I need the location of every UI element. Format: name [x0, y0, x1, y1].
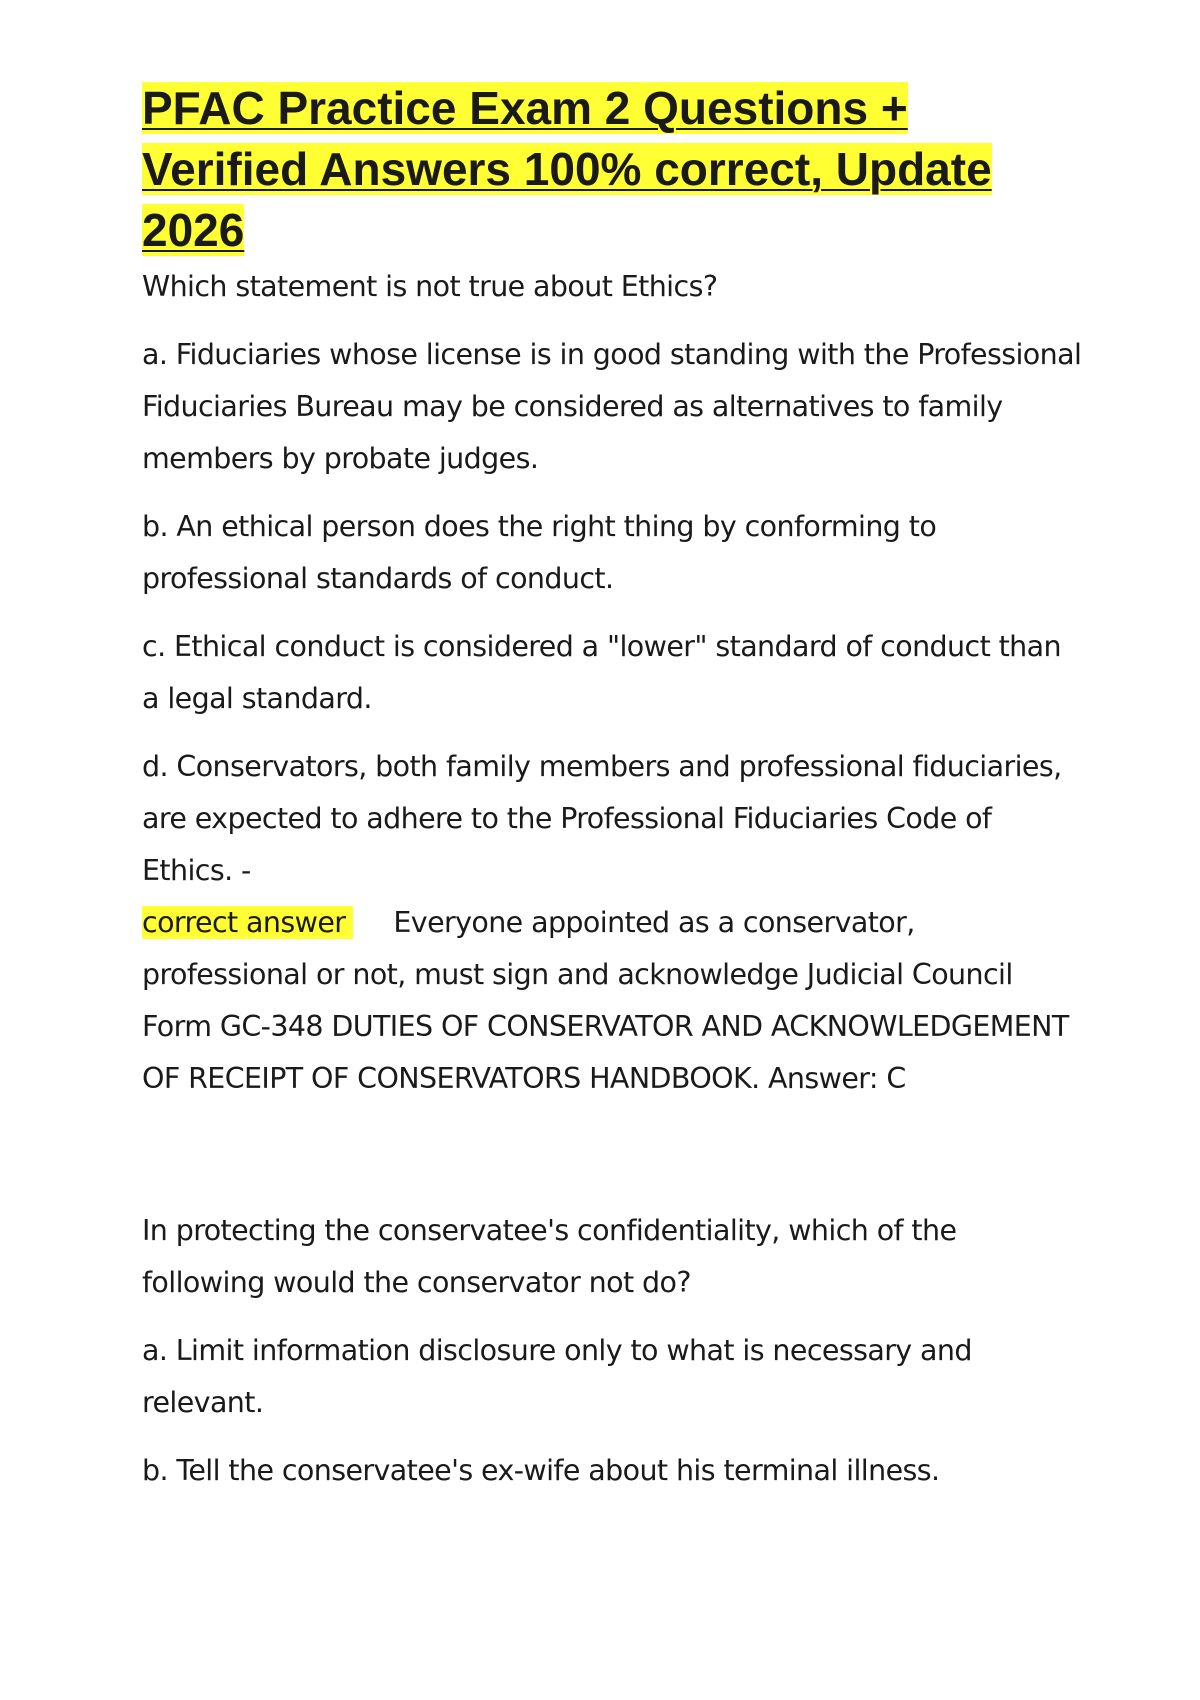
question-1-option-c: c. Ethical conduct is considered a "lower" standard of conduct than a legal standard.	[142, 630, 1061, 715]
question-2-option-b: b. Tell the conservatee's ex-wife about his terminal illness.	[142, 1454, 940, 1487]
document-title	[142, 78, 1082, 261]
question-1-answer	[142, 897, 1082, 1105]
question-2-option-a: a. Limit information disclosure only to what is necessary and relevant.	[142, 1334, 972, 1419]
question-1-option-d: d. Conservators, both family members and professional fiduciaries, are expected to adhere to the Professional Fiduciaries Code of Ethics. -	[142, 750, 1062, 887]
title-highlight: PFAC Practice Exam 2 Questions + Verified Answers 100% correct, Update 2026	[142, 82, 992, 256]
question-2-prompt: In protecting the conservatee's confidentiality, which of the following would the conservator not do?	[142, 1214, 957, 1299]
document-page	[142, 78, 1082, 1497]
question-1	[142, 261, 1082, 1105]
question-2	[142, 1205, 1082, 1497]
question-1-prompt: Which statement is not true about Ethics?	[142, 270, 718, 303]
answer-explanation: Everyone appointed as a conservator, professional or not, must sign and acknowledge Judicial Council Form GC-348 DUTIES OF CONSERVATOR AND ACKNOWLEDGEMENT OF RECEIPT OF CONSERVATORS HANDBOOK. Answer: C	[142, 906, 1069, 1095]
correct-answer-marker: correct answer	[142, 906, 353, 939]
question-1-option-b: b. An ethical person does the right thing by conforming to professional standards of conduct.	[142, 510, 937, 595]
question-1-option-a: a. Fiduciaries whose license is in good standing with the Professional Fiduciaries Bureau may be considered as alternatives to family members by probate judges.	[142, 338, 1082, 475]
